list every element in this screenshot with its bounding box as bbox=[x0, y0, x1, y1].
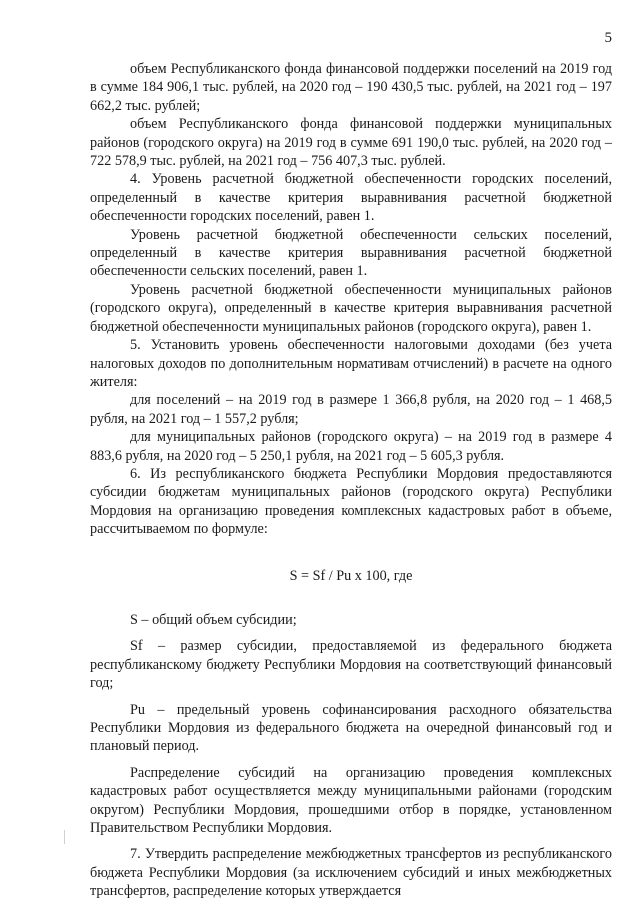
paragraph-item-6: 6. Из республиканского бюджета Республики Мордовия предоставляются субсидии бюджетам муниципальных районов (городского округа) Республики Мордовия на организацию проведения комплексных кадастровых работ в объеме, рассчитываемом по формуле: bbox=[90, 465, 612, 538]
paragraph-districts-rate: для муниципальных районов (городского округа) – на 2019 год в размере 4 883,6 рубля, на 2020 год – 5 250,1 рубля, на 2021 год – 5 605,3 рубля. bbox=[90, 429, 612, 464]
paragraph-districts-fund: объем Республиканского фонда финансовой поддержки муниципальных районов (городского округа) на 2019 год в сумме 691 190,0 тыс. рублей, на 2020 год – 722 578,9 тыс. рублей, на 2021 год – 756 407,3 тыс. рублей. bbox=[90, 116, 612, 170]
paragraph-settlements-fund: объем Республиканского фонда финансовой поддержки поселений на 2019 год в сумме 184 906,1 тыс. рублей, на 2020 год – 190 430,5 тыс. рублей, на 2021 год – 197 662,2 тыс. рублей; bbox=[90, 61, 612, 114]
definition-s: S – общий объем субсидии; bbox=[130, 611, 297, 628]
paragraph-distribution: Распределение субсидий на организацию проведения комплексных кадастровых работ осуществляется между муниципальными районами (городским округом) Республики Мордовия, прошедшими отбор в порядке, установленном Правительством Республики Мордовия. bbox=[90, 764, 612, 837]
paragraph-item-5: 5. Установить уровень обеспеченности налоговыми доходами (без учета налоговых доходов по дополнительным нормативам отчислений) в расчете на одного жителя: bbox=[90, 337, 612, 390]
paragraph-item-7: 7. Утвердить распределение межбюджетных трансфертов из республиканского бюджета Республики Мордовия (за исключением субсидий и иных межбюджетных трансфертов, распределение которых утверждается bbox=[90, 846, 612, 900]
paragraph-district-level: Уровень расчетной бюджетной обеспеченности муниципальных районов (городского округа), определенный в качестве критерия выравнивания расчетной бюджетной обеспеченности муниципальных районов (городского округа), равен 1. bbox=[90, 281, 612, 335]
formula: S = Sf / Pu x 100, где bbox=[289, 567, 413, 584]
page-number: 5 bbox=[604, 30, 612, 46]
definition-sf: Sf – размер субсидии, предоставляемой из федерального бюджета республиканскому бюджету Республики Мордовия на соответствующий финансовый год; bbox=[90, 638, 612, 692]
paragraph-item-4-urban: 4. Уровень расчетной бюджетной обеспеченности городских поселений, определенный в качестве критерия выравнивания расчетной бюджетной обеспеченности городских поселений, равен 1. bbox=[90, 171, 612, 225]
definition-pu: Pu – предельный уровень софинансирования расходного обязательства Республики Мордовия из федерального бюджета на очередной финансовый год и плановый период. bbox=[90, 701, 612, 755]
margin-mark bbox=[64, 830, 65, 844]
paragraph-rural-level: Уровень расчетной бюджетной обеспеченности сельских поселений, определенный в качестве критерия выравнивания расчетной бюджетной обеспеченности сельских поселений, равен 1. bbox=[90, 226, 612, 280]
document-body bbox=[90, 60, 612, 901]
paragraph-settlements-rate: для поселений – на 2019 год в размере 1 366,8 рубля, на 2020 год – 1 468,5 рубля, на 2021 год – 1 557,2 рубля; bbox=[90, 392, 612, 427]
